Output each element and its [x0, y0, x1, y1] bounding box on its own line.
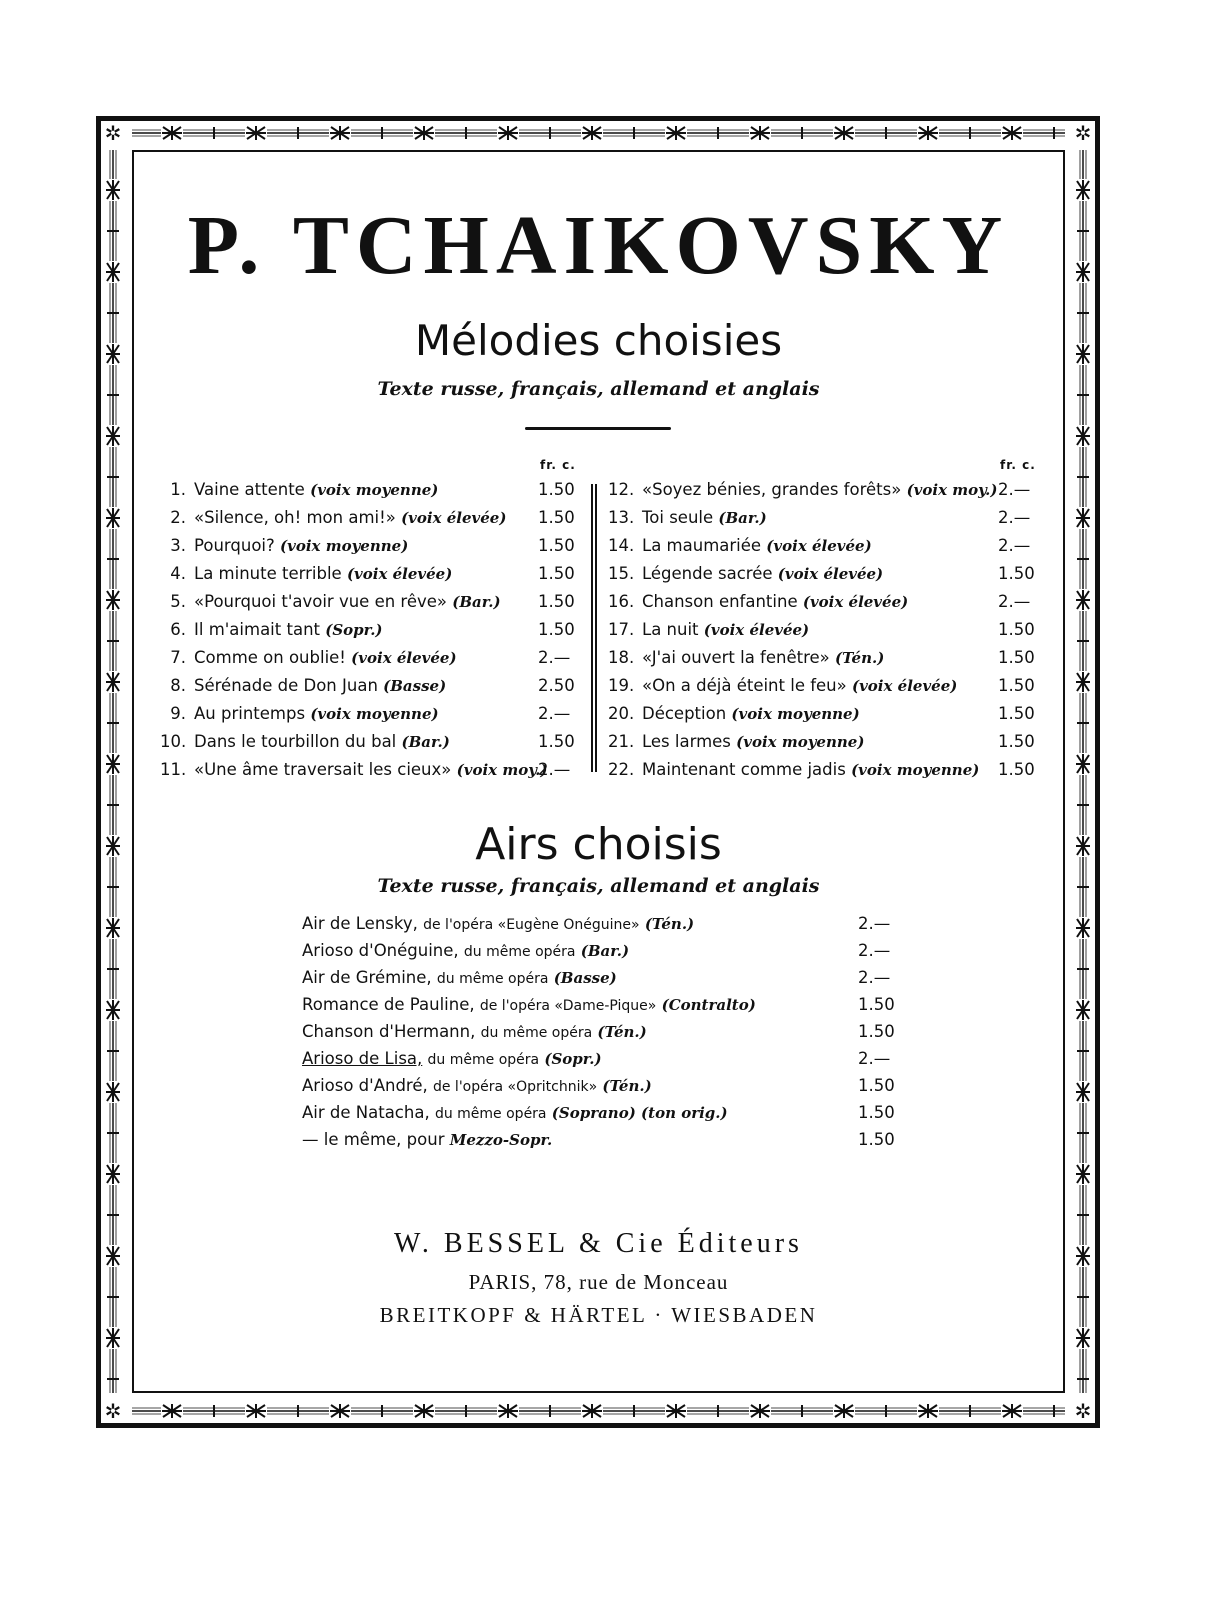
bottom-ornament-band [132, 1394, 1065, 1428]
air-source: du même opéra [436, 971, 549, 987]
air-row [302, 1072, 902, 1099]
song-row [160, 476, 580, 504]
corner-ornament-icon: ✲ [1074, 1399, 1092, 1423]
air-title: Arioso d'André, [302, 1076, 428, 1095]
song-number: 7. [170, 648, 186, 667]
song-price: 1.50 [998, 760, 1035, 779]
air-source: de l'opéra «Opritchnik» [432, 1079, 598, 1095]
song-title: Déception [642, 704, 727, 723]
song-title-line [194, 672, 446, 700]
song-price: 1.50 [538, 508, 575, 527]
air-title-line [302, 1076, 652, 1095]
song-voice: (voix élevée) [851, 677, 958, 695]
song-title: La nuit [642, 620, 699, 639]
air-voice: (Soprano) (ton orig.) [551, 1104, 728, 1122]
song-title-line [642, 728, 864, 756]
song-voice: (voix élevée) [703, 621, 810, 639]
song-price: 2.50 [538, 676, 575, 695]
air-source: du même opéra [480, 1025, 593, 1041]
song-price: 1.50 [538, 536, 575, 555]
song-title-line [642, 560, 883, 588]
song-title-line [194, 504, 506, 532]
air-voice: (Bar.) [580, 942, 630, 960]
air-source: du même opéra [427, 1052, 540, 1068]
song-title: «Une âme traversait les cieux» [194, 760, 452, 779]
currency-header: fr. c. [1000, 458, 1036, 472]
column-separator [595, 484, 597, 772]
song-voice: (voix moyenne) [280, 537, 409, 555]
song-voice: (voix moy.) [906, 481, 998, 499]
song-row [608, 728, 1038, 756]
air-voice: (Sopr.) [544, 1050, 602, 1068]
corner-ornament-icon: ✲ [104, 1399, 122, 1423]
air-title: Chanson d'Hermann, [302, 1022, 476, 1041]
song-title: Au printemps [194, 704, 306, 723]
air-price: 2.— [858, 1049, 891, 1068]
collection-title: Mélodies choisies [414, 316, 783, 365]
song-voice: (voix élevée) [346, 565, 453, 583]
air-price: 1.50 [858, 995, 895, 1014]
column-separator [591, 484, 593, 772]
song-voice: (Bar.) [401, 733, 450, 751]
song-row [608, 588, 1038, 616]
air-source: de l'opéra «Dame-Pique» [479, 998, 657, 1014]
currency-header: fr. c. [540, 458, 576, 472]
air-row [302, 937, 902, 964]
publisher-name: W. BESSEL & Cie Éditeurs [394, 1228, 803, 1259]
song-number: 17. [608, 620, 635, 639]
song-number: 12. [608, 480, 635, 499]
song-number: 13. [608, 508, 635, 527]
song-price: 1.50 [538, 732, 575, 751]
air-title: Air de Lensky, [302, 914, 418, 933]
song-title-line [642, 756, 979, 784]
air-price: 2.— [858, 914, 891, 933]
left-ornament-band [96, 150, 130, 1393]
air-source: de l'opéra «Eugène Onéguine» [423, 917, 640, 933]
song-row [160, 588, 580, 616]
song-title-line [194, 476, 438, 504]
airs-title: Airs choisis [475, 819, 722, 870]
song-number: 22. [608, 760, 635, 779]
song-title: Maintenant comme jadis [642, 760, 846, 779]
song-price: 1.50 [998, 704, 1035, 723]
song-title-line [194, 560, 452, 588]
song-voice: (Bar.) [452, 593, 501, 611]
song-voice: (voix moyenne) [731, 705, 860, 723]
song-title: Pourquoi? [194, 536, 275, 555]
airs-languages-note: Texte russe, français, allemand et anglais [377, 875, 820, 897]
song-row [608, 504, 1038, 532]
air-title-line [302, 1130, 552, 1149]
song-title: «J'ai ouvert la fenêtre» [642, 648, 830, 667]
song-number: 18. [608, 648, 635, 667]
song-voice: (voix moyenne) [736, 733, 865, 751]
air-title: Air de Grémine, [302, 968, 432, 987]
air-voice: (Tén.) [597, 1023, 647, 1041]
song-row [608, 532, 1038, 560]
song-number: 15. [608, 564, 635, 583]
song-price: 1.50 [538, 620, 575, 639]
composer-title: P. TCHAIKOVSKY [187, 199, 1010, 292]
song-price: 2.— [538, 760, 571, 779]
air-title-line [302, 968, 617, 987]
song-title: Chanson enfantine [642, 592, 798, 611]
song-row [160, 700, 580, 728]
song-voice: (voix élevée) [802, 593, 909, 611]
song-title-line [194, 728, 450, 756]
song-number: 20. [608, 704, 635, 723]
air-title-line [302, 914, 694, 933]
air-voice: Mezzo-Sopr. [449, 1131, 553, 1149]
song-title: Légende sacrée [642, 564, 773, 583]
song-row [160, 616, 580, 644]
song-number: 16. [608, 592, 635, 611]
song-row [160, 504, 580, 532]
song-title-line [642, 476, 997, 504]
song-voice: (voix moy.) [456, 761, 548, 779]
air-title: Romance de Pauline, [302, 995, 475, 1014]
air-voice: (Tén.) [644, 915, 695, 933]
corner-ornament-icon: ✲ [104, 121, 122, 145]
languages-note: Texte russe, français, allemand et anglais [377, 378, 820, 400]
song-title: La maumariée [642, 536, 762, 555]
song-number: 11. [160, 760, 187, 779]
air-price: 1.50 [858, 1076, 895, 1095]
air-row [302, 1018, 902, 1045]
song-voice: (voix élevée) [401, 509, 507, 527]
song-number: 8. [170, 676, 186, 695]
air-title-line [302, 1103, 728, 1122]
top-ornament-band [132, 116, 1065, 150]
song-title: Sérénade de Don Juan [194, 676, 378, 695]
song-row [608, 560, 1038, 588]
song-number: 5. [170, 592, 186, 611]
song-title-line [642, 644, 884, 672]
song-title-line [194, 588, 501, 616]
song-price: 1.50 [538, 564, 575, 583]
song-title-line [642, 672, 957, 700]
air-title: Arioso d'Onéguine, [302, 941, 459, 960]
song-voice: (Bar.) [718, 509, 767, 527]
song-voice: (Basse) [383, 677, 447, 695]
air-row [302, 1099, 902, 1126]
song-voice: (voix moyenne) [310, 705, 439, 723]
song-price: 2.— [998, 480, 1031, 499]
song-title: Il m'aimait tant [194, 620, 320, 639]
song-row [160, 756, 580, 784]
air-title: Air de Natacha, [302, 1103, 430, 1122]
song-price: 1.50 [998, 620, 1035, 639]
melodies-left-column [160, 458, 580, 788]
song-price: 2.— [538, 648, 571, 667]
song-row [608, 700, 1038, 728]
song-row [160, 644, 580, 672]
song-title-line [642, 616, 809, 644]
song-row [608, 616, 1038, 644]
song-title-line [642, 532, 872, 560]
air-title-line [302, 995, 756, 1014]
song-row [160, 672, 580, 700]
song-voice: (voix élevée) [766, 537, 872, 555]
song-title-line [194, 532, 408, 560]
corner-ornament-icon: ✲ [1074, 121, 1092, 145]
song-row [160, 560, 580, 588]
song-row [608, 476, 1038, 504]
air-price: 1.50 [858, 1022, 895, 1041]
air-title-line [302, 941, 629, 960]
song-title: «Pourquoi t'avoir vue en rêve» [194, 592, 448, 611]
air-title-line [302, 1022, 647, 1041]
song-title-line [194, 756, 548, 784]
song-number: 3. [170, 536, 186, 555]
song-number: 4. [170, 564, 186, 583]
song-title: «On a déjà éteint le feu» [642, 676, 847, 695]
song-title-line [194, 700, 439, 728]
title-divider [525, 427, 671, 430]
publisher-partner: BREITKOPF & HÄRTEL · WIESBADEN [379, 1303, 818, 1327]
song-title: «Soyez bénies, grandes forêts» [642, 480, 902, 499]
air-source: du même opéra [463, 944, 576, 960]
song-voice: (voix élevée) [777, 565, 884, 583]
song-number: 1. [170, 480, 186, 499]
song-price: 1.50 [998, 648, 1035, 667]
air-title-line [302, 1049, 602, 1068]
song-number: 21. [608, 732, 635, 751]
song-title-line [642, 700, 860, 728]
air-row [302, 1126, 902, 1153]
air-price: 2.— [858, 968, 891, 987]
song-title: Comme on oublie! [194, 648, 346, 667]
song-price: 1.50 [998, 732, 1035, 751]
air-price: 2.— [858, 941, 891, 960]
song-price: 1.50 [538, 480, 575, 499]
air-voice: (Basse) [553, 969, 617, 987]
song-title: «Silence, oh! mon ami!» [194, 508, 396, 527]
song-price: 2.— [998, 508, 1031, 527]
song-row [608, 644, 1038, 672]
song-row [160, 728, 580, 756]
song-title-line [194, 616, 383, 644]
air-row [302, 964, 902, 991]
song-voice: (voix élevée) [351, 649, 457, 667]
song-voice: (Tén.) [835, 649, 885, 667]
song-row [608, 672, 1038, 700]
song-price: 2.— [998, 592, 1031, 611]
song-price: 1.50 [998, 564, 1035, 583]
song-number: 10. [160, 732, 187, 751]
song-title-line [642, 504, 767, 532]
song-number: 6. [170, 620, 186, 639]
song-voice: (Sopr.) [325, 621, 383, 639]
song-price: 1.50 [998, 676, 1035, 695]
song-price: 1.50 [538, 592, 575, 611]
song-number: 9. [170, 704, 186, 723]
song-voice: (voix moyenne) [851, 761, 980, 779]
melodies-right-column [608, 458, 1038, 788]
air-source: du même opéra [434, 1106, 547, 1122]
air-row [302, 991, 902, 1018]
song-price: 2.— [538, 704, 571, 723]
air-row [302, 1045, 902, 1072]
air-title: — le même, pour [302, 1130, 445, 1149]
air-title: Arioso de Lisa, [302, 1049, 423, 1068]
song-voice: (voix moyenne) [310, 481, 439, 499]
song-number: 19. [608, 676, 635, 695]
song-title-line [642, 588, 908, 616]
song-title: Les larmes [642, 732, 731, 751]
air-row [302, 910, 902, 937]
right-ornament-band [1066, 150, 1100, 1393]
publisher-address: PARIS, 78, rue de Monceau [468, 1270, 729, 1294]
song-row [160, 532, 580, 560]
song-title-line [194, 644, 457, 672]
song-row [608, 756, 1038, 784]
air-voice: (Contralto) [661, 996, 756, 1014]
song-title: La minute terrible [194, 564, 342, 583]
song-number: 14. [608, 536, 635, 555]
song-number: 2. [170, 508, 186, 527]
song-title: Dans le tourbillon du bal [194, 732, 397, 751]
air-price: 1.50 [858, 1103, 895, 1122]
song-title: Vaine attente [194, 480, 305, 499]
song-title: Toi seule [642, 508, 714, 527]
air-price: 1.50 [858, 1130, 895, 1149]
song-price: 2.— [998, 536, 1031, 555]
air-voice: (Tén.) [602, 1077, 652, 1095]
